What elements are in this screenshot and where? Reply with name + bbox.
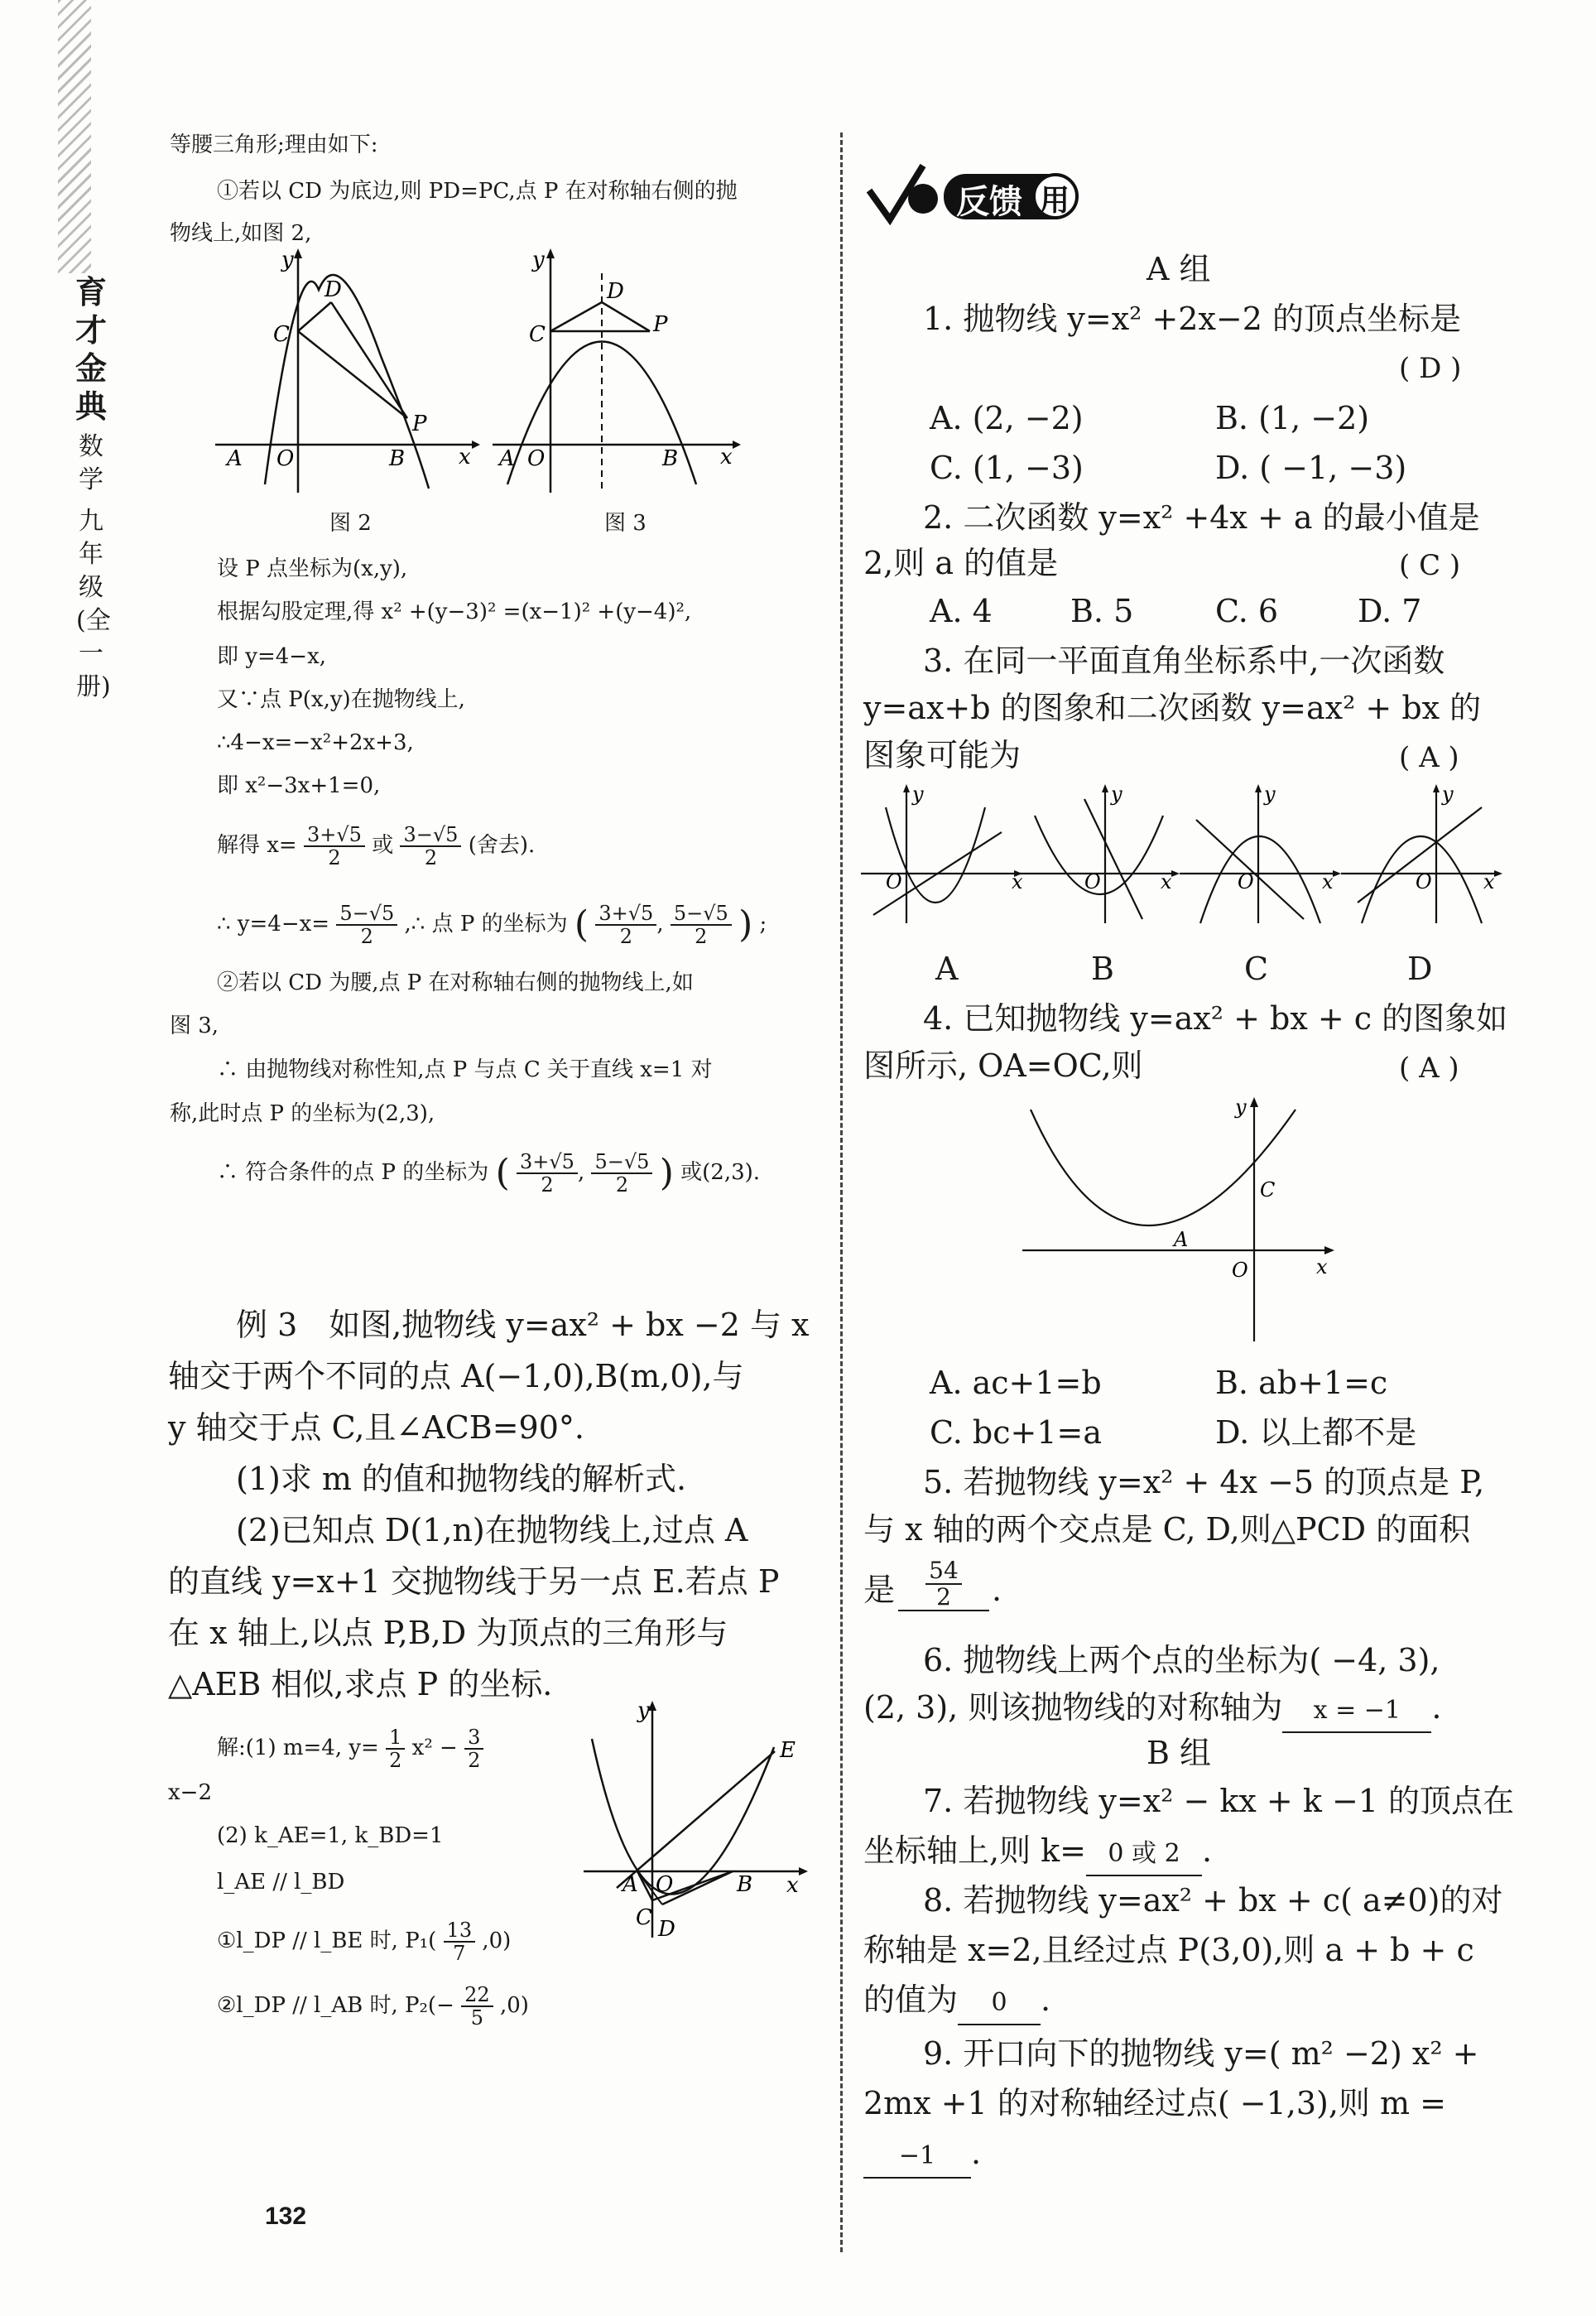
svg-text:O: O	[1238, 870, 1254, 893]
fig2-y-label: y	[281, 248, 294, 272]
q4-line-b: 图所示, OA=OC,则	[863, 1047, 1143, 1084]
spine-subject: 数学	[79, 432, 103, 494]
example3-figure	[579, 1697, 811, 1946]
q1-option-c: C. (1, −3)	[930, 450, 1084, 486]
fig3-d-label: D	[607, 279, 624, 304]
q4-option-b: B. ab+1=c	[1215, 1365, 1388, 1401]
case2-line-b: 图 3,	[170, 1014, 219, 1038]
q9-line-b: 2mx +1 的对称轴经过点( −1,3),则 m =	[863, 2085, 1446, 2121]
example3-line-1: 例 3 如图,抛物线 y=ax² + bx −2 与 x	[236, 1307, 810, 1343]
example3-q2-b: 的直线 y=x+1 交抛物线于另一点 E.若点 P	[168, 1563, 780, 1600]
ex-fig-c-label: C	[636, 1905, 652, 1930]
feedback-header	[865, 157, 1089, 232]
example3-q2-c: 在 x 轴上,以点 P,B,D 为顶点的三角形与	[168, 1615, 728, 1651]
example3-q1: (1)求 m 的值和抛物线的解析式.	[236, 1461, 687, 1497]
solution-2: (2) k_AE=1, k_BD=1	[217, 1823, 444, 1848]
svg-text:A: A	[1174, 1228, 1189, 1251]
fig2-c-label: C	[273, 322, 290, 347]
fig2-p-label: P	[412, 412, 427, 436]
q3-graph-a	[861, 782, 1026, 927]
ex-fig-a-label: A	[623, 1872, 638, 1897]
q3-graph-c	[1180, 782, 1345, 927]
q3-label-b: B	[1091, 951, 1114, 987]
q8-line-a: 8. 若抛物线 y=ax² + bx + c( a≠0)的对	[923, 1882, 1503, 1919]
q3-label-c: C	[1244, 951, 1269, 987]
q1-option-a: A. (2, −2)	[930, 400, 1084, 436]
case2-line-a: ②若以 CD 为腰,点 P 在对称轴右侧的抛物线上,如	[217, 970, 694, 995]
page-number: 132	[265, 2203, 307, 2230]
fig3-b-label: B	[662, 446, 679, 471]
svg-text:x: x	[1161, 870, 1172, 893]
q2-line-a: 2. 二次函数 y=x² +4x + a 的最小值是	[923, 499, 1480, 536]
q3-answer: ( A )	[1399, 741, 1459, 774]
svg-text:y: y	[1442, 782, 1454, 806]
fig2-a-label: A	[227, 446, 243, 471]
ex-fig-y-label: y	[637, 1698, 650, 1723]
svg-text:x: x	[1483, 870, 1495, 893]
q9-line-c: −1 .	[863, 2132, 981, 2179]
step-3: 即 y=4−x,	[217, 644, 326, 669]
q8-line-c: 的值为 0 .	[863, 1979, 1050, 2025]
q2-option-d: D. 7	[1358, 593, 1422, 629]
column-divider	[840, 132, 843, 2252]
ex-fig-d-label: D	[658, 1917, 675, 1942]
solution-case-1: ①l_DP // l_BE 时, P₁( $\frac{13}{7}$ ,0)	[217, 1919, 512, 1965]
q3-label-d: D	[1407, 951, 1433, 987]
svg-text:y: y	[1111, 782, 1122, 806]
svg-text:x: x	[1322, 870, 1334, 893]
step-1: 设 P 点坐标为(x,y),	[217, 556, 408, 581]
q1-answer: ( D )	[1399, 352, 1462, 385]
q2-line-b: 2,则 a 的值是	[863, 545, 1059, 581]
q2-answer: ( C )	[1399, 549, 1461, 582]
q4-option-d: D. 以上都不是	[1215, 1414, 1417, 1451]
case2-line-d: 称,此时点 P 的坐标为(2,3),	[170, 1101, 435, 1126]
solution-1-cont: x−2	[168, 1780, 212, 1805]
fig3-y-label: y	[532, 248, 545, 272]
q6-line-a: 6. 抛物线上两个点的坐标为( −4, 3),	[923, 1642, 1440, 1678]
step-5: ∴4−x=−x²+2x+3,	[217, 730, 414, 755]
q5-answer: $\frac{54}{2}$	[898, 1558, 989, 1611]
svg-text:x: x	[1316, 1255, 1328, 1278]
fig3-a-label: A	[499, 446, 515, 471]
q3-line-c: 图象可能为	[863, 737, 1022, 773]
q2-option-c: C. 6	[1215, 593, 1279, 629]
q4-option-a: A. ac+1=b	[930, 1365, 1102, 1401]
solution-1: 解:(1) m=4, y= $\frac{1}{2}$ x² − $\frac{3}{2}$	[217, 1726, 483, 1771]
q4-option-c: C. bc+1=a	[930, 1414, 1102, 1451]
svg-text:O: O	[1084, 870, 1101, 893]
case2-line-c: ∴ 由抛物线对称性知,点 P 与点 C 关于直线 x=1 对	[217, 1057, 713, 1082]
fig3-c-label: C	[529, 322, 546, 347]
fig2-d-label: D	[324, 277, 342, 302]
figure-3-caption: 图 3	[604, 511, 647, 536]
q6-line-b: (2, 3), 则该抛物线的对称轴为 x = −1 .	[863, 1687, 1441, 1733]
group-a-title: A 组	[1147, 251, 1211, 287]
q4-line-a: 4. 已知抛物线 y=ax² + bx + c 的图象如	[923, 1000, 1508, 1037]
fig2-o-label: O	[276, 446, 295, 471]
spine-grade: 九年级(全一册)	[76, 507, 111, 701]
case1-line-b: 物线上,如图 2,	[170, 221, 312, 246]
figure-2-caption: 图 2	[329, 511, 372, 536]
solution-case-2: ②l_DP // l_AB 时, P₂(− $\frac{22}{5}$ ,0)	[217, 1983, 529, 2030]
intro-line: 等腰三角形;理由如下:	[170, 132, 378, 157]
q3-graph-d	[1341, 782, 1507, 927]
fig2-x-label: x	[459, 445, 471, 469]
figure-3	[493, 248, 741, 497]
solution-parallel: l_AE // l_BD	[217, 1870, 345, 1895]
example3-q2-a: (2)已知点 D(1,n)在抛物线上,过点 A	[236, 1512, 748, 1548]
svg-text:y: y	[1235, 1095, 1247, 1119]
example3-line-2: 轴交于两个不同的点 A(−1,0),B(m,0),与	[168, 1358, 744, 1394]
q1-option-b: B. (1, −2)	[1215, 400, 1370, 436]
svg-text:y: y	[1264, 782, 1276, 806]
q2-option-a: A. 4	[930, 593, 993, 629]
group-b-title: B 组	[1147, 1735, 1212, 1771]
svg-text:O: O	[1232, 1259, 1248, 1282]
q5-line-c: 是	[863, 1572, 896, 1608]
example3-q2-d: △AEB 相似,求点 P 的坐标.	[168, 1666, 553, 1702]
spine-brand: 育才金典	[75, 273, 107, 425]
q3-line-b: y=ax+b 的图象和二次函数 y=ax² + bx 的	[863, 690, 1482, 726]
q1-text: 1. 抛物线 y=x² +2x−2 的顶点坐标是	[923, 301, 1462, 337]
step-4: 又∵点 P(x,y)在抛物线上,	[217, 687, 465, 712]
figure-2	[215, 248, 480, 497]
q2-option-b: B. 5	[1070, 593, 1134, 629]
ex-fig-b-label: B	[737, 1872, 753, 1897]
svg-text:x: x	[1012, 870, 1023, 893]
q9-line-a: 9. 开口向下的抛物线 y=( m² −2) x² +	[923, 2035, 1479, 2072]
q3-graph-b	[1018, 782, 1184, 927]
header-char: 用	[1040, 184, 1070, 218]
spine-hatch	[58, 0, 91, 273]
step-8: ∴ y=4−x= $\frac{5-√5}{2}$ ,∴ 点 P 的坐标为 ( $\frac{3+√5}{2}$ , $\frac{5-√5}{2}$ ) ;	[217, 902, 767, 948]
example3-line-3: y 轴交于点 C,且∠ACB=90°.	[168, 1409, 584, 1446]
header-text: 反馈	[956, 183, 1022, 221]
svg-text:C: C	[1260, 1178, 1276, 1201]
svg-text:y: y	[912, 782, 924, 806]
q3-label-a: A	[935, 951, 959, 987]
q5-line-a: 5. 若抛物线 y=x² + 4x −5 的顶点是 P,	[923, 1464, 1485, 1500]
q8-line-b: 称轴是 x=2,且经过点 P(3,0),则 a + b + c	[863, 1932, 1474, 1968]
spine	[0, 0, 111, 2316]
step-6: 即 x²−3x+1=0,	[217, 773, 381, 798]
fig3-o-label: O	[527, 446, 546, 471]
svg-text:O: O	[1416, 870, 1432, 893]
step-2: 根据勾股定理,得 x² +(y−3)² =(x−1)² +(y−4)²,	[217, 599, 692, 624]
q4-answer: ( A )	[1399, 1052, 1459, 1085]
step-7: 解得 x= $\frac{3+√5}{2}$ 或 $\frac{3-√5}{2}$ (舍去).	[217, 823, 536, 869]
ex-fig-x-label: x	[786, 1873, 799, 1898]
ex-fig-o-label: O	[656, 1872, 674, 1897]
q7-line-b: 坐标轴上,则 k= 0 或 2 .	[863, 1830, 1212, 1876]
q1-option-d: D. ( −1, −3)	[1215, 450, 1407, 486]
q4-graph	[1018, 1093, 1349, 1358]
fig3-x-label: x	[720, 445, 733, 469]
case2-conclusion: ∴ 符合条件的点 P 的坐标为 ( $\frac{3+√5}{2}$ , $\frac{5-√5}{2}$ ) 或(2,3).	[217, 1150, 761, 1197]
fig2-b-label: B	[389, 446, 406, 471]
q5-period: .	[992, 1572, 1002, 1608]
q3-line-a: 3. 在同一平面直角坐标系中,一次函数	[923, 643, 1445, 679]
ex-fig-e-label: E	[780, 1738, 796, 1763]
case1-line-a: ①若以 CD 为底边,则 PD=PC,点 P 在对称轴右侧的抛	[217, 179, 738, 204]
q5-line-b: 与 x 轴的两个交点是 C, D,则△PCD 的面积	[863, 1511, 1471, 1548]
q7-line-a: 7. 若抛物线 y=x² − kx + k −1 的顶点在	[923, 1783, 1515, 1819]
fig3-p-label: P	[653, 312, 668, 337]
svg-text:O: O	[886, 870, 902, 893]
